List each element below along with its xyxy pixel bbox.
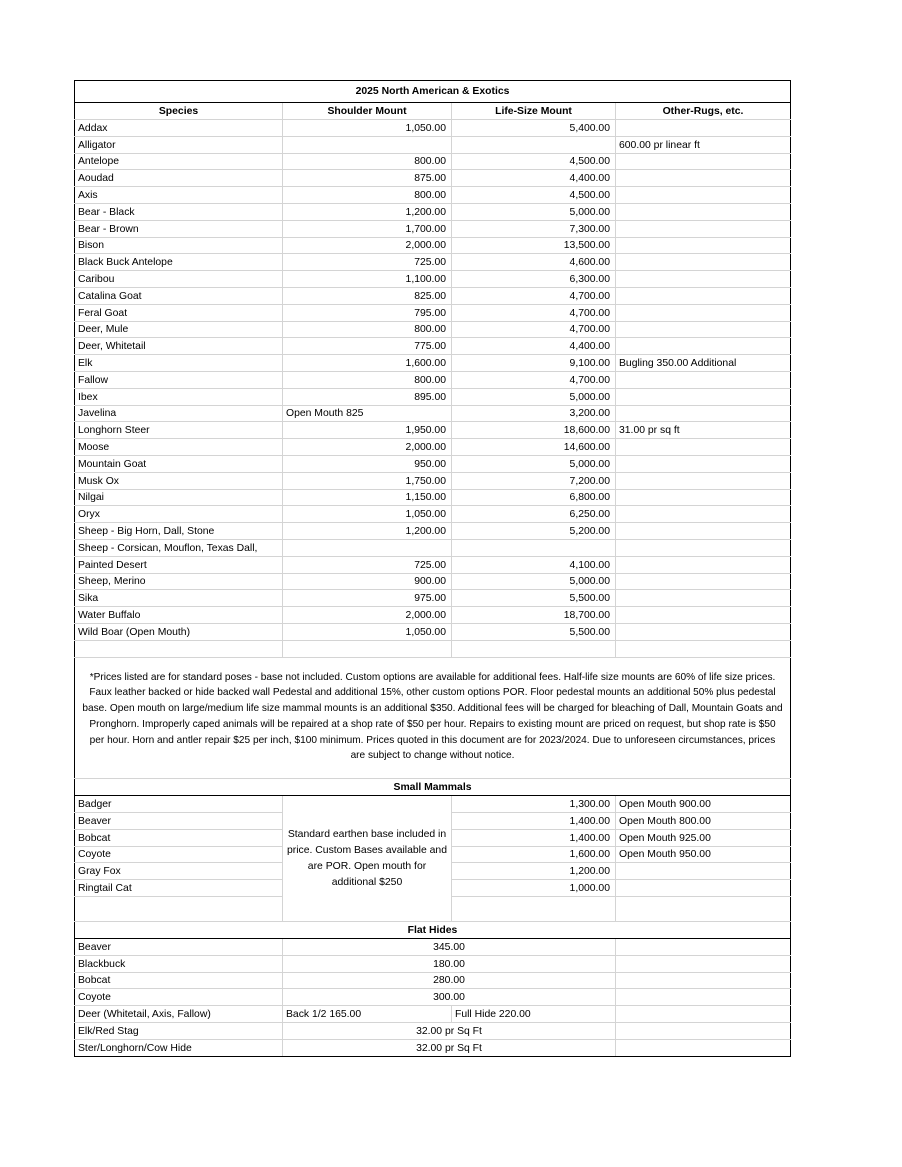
table-row: [75, 287, 791, 304]
other-cell: [616, 880, 791, 897]
species-cell: Axis: [75, 187, 283, 204]
species-cell: Catalina Goat: [75, 287, 283, 304]
species-cell: Wild Boar (Open Mouth): [75, 623, 283, 640]
species-cell: Deer, Mule: [75, 321, 283, 338]
table-row: [75, 955, 791, 972]
other-cell: [616, 1023, 791, 1040]
table-row: [75, 371, 791, 388]
species-cell: Sika: [75, 590, 283, 607]
life-size-mount-cell: 6,250.00: [452, 506, 616, 523]
table-row: [75, 506, 791, 523]
species-cell: Nilgai: [75, 489, 283, 506]
other-cell: [616, 338, 791, 355]
table-row: [75, 573, 791, 590]
life-size-mount-cell: 1,400.00: [452, 829, 616, 846]
species-cell: Bear - Brown: [75, 220, 283, 237]
species-cell: Water Buffalo: [75, 607, 283, 624]
species-cell: Beaver: [75, 939, 283, 956]
header-species: Species: [75, 103, 283, 120]
other-cell: [616, 153, 791, 170]
life-size-mount-cell: 4,500.00: [452, 187, 616, 204]
table-row: [75, 1006, 791, 1023]
species-cell: Musk Ox: [75, 472, 283, 489]
species-cell: Fallow: [75, 371, 283, 388]
species-cell: Deer (Whitetail, Axis, Fallow): [75, 1006, 283, 1023]
shoulder-mount-cell: 1,750.00: [283, 472, 452, 489]
life-size-mount-cell: 4,500.00: [452, 153, 616, 170]
species-cell: Moose: [75, 439, 283, 456]
shoulder-mount-cell: 1,050.00: [283, 120, 452, 137]
header-life-size-mount: Life-Size Mount: [452, 103, 616, 120]
shoulder-mount-cell: 775.00: [283, 338, 452, 355]
pricing-note-row: [75, 657, 791, 779]
other-cell: [616, 573, 791, 590]
other-cell: [616, 271, 791, 288]
shoulder-mount-cell: 2,000.00: [283, 237, 452, 254]
life-size-mount-cell: 4,100.00: [452, 556, 616, 573]
table-row: [75, 170, 791, 187]
life-size-mount-cell: 4,700.00: [452, 304, 616, 321]
shoulder-mount-cell: 1,100.00: [283, 271, 452, 288]
blank-cell: [283, 640, 452, 657]
life-size-mount-cell: 5,000.00: [452, 455, 616, 472]
table-row: [75, 304, 791, 321]
shoulder-mount-cell: 800.00: [283, 371, 452, 388]
shoulder-mount-cell: 1,600.00: [283, 355, 452, 372]
flat-hide-price-cell: 300.00: [283, 989, 616, 1006]
shoulder-mount-cell: 1,200.00: [283, 523, 452, 540]
shoulder-mount-cell: 975.00: [283, 590, 452, 607]
species-cell: Caribou: [75, 271, 283, 288]
species-cell: Addax: [75, 120, 283, 137]
species-cell: Aoudad: [75, 170, 283, 187]
table-row: [75, 439, 791, 456]
life-size-mount-cell: 5,200.00: [452, 523, 616, 540]
species-cell: Mountain Goat: [75, 455, 283, 472]
table-row: [75, 355, 791, 372]
other-cell: [616, 237, 791, 254]
life-size-mount-cell: 7,200.00: [452, 472, 616, 489]
column-header-row: [75, 103, 791, 120]
other-cell: [616, 1006, 791, 1023]
header-other: Other-Rugs, etc.: [616, 103, 791, 120]
table-row: [75, 388, 791, 405]
life-size-mount-cell: 4,600.00: [452, 254, 616, 271]
shoulder-mount-cell: [283, 539, 452, 556]
shoulder-mount-cell: 800.00: [283, 153, 452, 170]
table-row: [75, 422, 791, 439]
shoulder-mount-cell: 1,050.00: [283, 623, 452, 640]
other-cell: [616, 607, 791, 624]
species-cell: Feral Goat: [75, 304, 283, 321]
life-size-mount-cell: 18,700.00: [452, 607, 616, 624]
species-cell: Bison: [75, 237, 283, 254]
shoulder-mount-cell: [283, 136, 452, 153]
table-row: [75, 796, 791, 813]
shoulder-mount-cell: 795.00: [283, 304, 452, 321]
header-shoulder-mount: Shoulder Mount: [283, 103, 452, 120]
base-note-cell: Standard earthen base included in price. Custom Bases available and are POR. Open mouth for additional $250: [283, 796, 452, 922]
table-row: [75, 523, 791, 540]
life-size-mount-cell: 5,400.00: [452, 120, 616, 137]
species-cell: Javelina: [75, 405, 283, 422]
shoulder-mount-cell: 900.00: [283, 573, 452, 590]
pricing-note: *Prices listed are for standard poses - base not included. Custom options are available for additional fees. Half-life size mounts are 60% of life size prices. Faux leather backed or hide backed wall Pedestal and additional 15%, other custom options POR. Floor pedestal mounts an additional 50% plus pedestal base. Open mouth on large/medium life size mammal mounts is an additional $350. Additional fees will be charged for bleaching of Dall, Mountain Goats and Pronghorn. Improperly caped animals will be repaired at a shop rate of $50 per hour. Repairs to existing mount are priced on request, but shop rate is $50 per hour. Horn and antler repair $25 per inch, $100 minimum. Prices quoted in this document are for 2023/2024. Due to unforeseen circumstances, prices are subject to change without notice.: [75, 657, 791, 779]
other-cell: [616, 405, 791, 422]
species-cell: Black Buck Antelope: [75, 254, 283, 271]
table-row: [75, 237, 791, 254]
other-cell: [616, 220, 791, 237]
life-size-mount-cell: 4,700.00: [452, 287, 616, 304]
other-cell: [616, 254, 791, 271]
blank-cell: [616, 897, 791, 922]
shoulder-mount-cell: 1,950.00: [283, 422, 452, 439]
life-size-mount-cell: 6,300.00: [452, 271, 616, 288]
table-row: [75, 590, 791, 607]
life-size-mount-cell: 3,200.00: [452, 405, 616, 422]
other-cell: [616, 439, 791, 456]
table-row: [75, 405, 791, 422]
life-size-mount-cell: 1,000.00: [452, 880, 616, 897]
table-row: [75, 321, 791, 338]
species-cell: Ibex: [75, 388, 283, 405]
table-row: [75, 271, 791, 288]
table-row: [75, 607, 791, 624]
life-size-mount-cell: 4,400.00: [452, 338, 616, 355]
species-cell: Beaver: [75, 813, 283, 830]
species-cell: Elk/Red Stag: [75, 1023, 283, 1040]
table-row: [75, 338, 791, 355]
price-table: [74, 80, 791, 1057]
life-size-mount-cell: 5,000.00: [452, 388, 616, 405]
other-cell: [616, 863, 791, 880]
table-row: [75, 153, 791, 170]
other-cell: [616, 304, 791, 321]
species-cell: Deer, Whitetail: [75, 338, 283, 355]
life-size-mount-cell: 4,400.00: [452, 170, 616, 187]
life-size-mount-cell: [452, 539, 616, 556]
table-row: [75, 1039, 791, 1056]
species-cell: Sheep - Big Horn, Dall, Stone: [75, 523, 283, 540]
life-size-mount-cell: 5,000.00: [452, 573, 616, 590]
table-row: [75, 623, 791, 640]
species-cell: Blackbuck: [75, 955, 283, 972]
other-cell: [616, 472, 791, 489]
species-cell: Ster/Longhorn/Cow Hide: [75, 1039, 283, 1056]
table-row: [75, 556, 791, 573]
other-cell: [616, 203, 791, 220]
life-size-mount-cell: 6,800.00: [452, 489, 616, 506]
other-cell: Open Mouth 900.00: [616, 796, 791, 813]
species-cell: Gray Fox: [75, 863, 283, 880]
other-cell: 31.00 pr sq ft: [616, 422, 791, 439]
other-cell: [616, 939, 791, 956]
table-row: [75, 472, 791, 489]
species-cell: Coyote: [75, 989, 283, 1006]
species-cell: Badger: [75, 796, 283, 813]
other-cell: [616, 623, 791, 640]
life-size-mount-cell: 13,500.00: [452, 237, 616, 254]
other-cell: [616, 590, 791, 607]
other-cell: [616, 523, 791, 540]
table-row: [75, 120, 791, 137]
other-cell: Open Mouth 800.00: [616, 813, 791, 830]
shoulder-mount-cell: Open Mouth 825: [283, 405, 452, 422]
shoulder-mount-cell: 895.00: [283, 388, 452, 405]
shoulder-mount-cell: 875.00: [283, 170, 452, 187]
other-cell: [616, 539, 791, 556]
life-size-mount-cell: 9,100.00: [452, 355, 616, 372]
life-size-mount-cell: 1,600.00: [452, 846, 616, 863]
blank-cell: [616, 640, 791, 657]
species-cell: Sheep - Corsican, Mouflon, Texas Dall,: [75, 539, 283, 556]
life-size-mount-cell: 5,500.00: [452, 623, 616, 640]
table-row: [75, 220, 791, 237]
flat-hides-title-row: [75, 922, 791, 939]
other-cell: [616, 287, 791, 304]
table-row: [75, 136, 791, 153]
species-cell: Bobcat: [75, 972, 283, 989]
flat-hide-price-cell: 345.00: [283, 939, 616, 956]
small-mammals-title-row: [75, 779, 791, 796]
other-cell: [616, 955, 791, 972]
blank-cell: [75, 640, 283, 657]
other-cell: [616, 120, 791, 137]
other-cell: Open Mouth 925.00: [616, 829, 791, 846]
life-size-mount-cell: 4,700.00: [452, 371, 616, 388]
table-row: [75, 539, 791, 556]
other-cell: [616, 489, 791, 506]
shoulder-mount-cell: 1,050.00: [283, 506, 452, 523]
life-size-mount-cell: [452, 136, 616, 153]
shoulder-mount-cell: 1,150.00: [283, 489, 452, 506]
other-cell: 600.00 pr linear ft: [616, 136, 791, 153]
shoulder-mount-cell: 950.00: [283, 455, 452, 472]
other-cell: [616, 388, 791, 405]
other-cell: [616, 455, 791, 472]
species-cell: Sheep, Merino: [75, 573, 283, 590]
full-hide-price-cell: Full Hide 220.00: [452, 1006, 616, 1023]
flat-hide-price-cell: 32.00 pr Sq Ft: [283, 1039, 616, 1056]
price-sheet: [74, 80, 790, 1057]
table-row: [75, 972, 791, 989]
life-size-mount-cell: 5,500.00: [452, 590, 616, 607]
blank-row: [75, 640, 791, 657]
other-cell: [616, 371, 791, 388]
table-row: [75, 455, 791, 472]
shoulder-mount-cell: 800.00: [283, 187, 452, 204]
shoulder-mount-cell: 1,200.00: [283, 203, 452, 220]
species-cell: Coyote: [75, 846, 283, 863]
flat-hides-title: Flat Hides: [75, 922, 791, 939]
blank-cell: [452, 897, 616, 922]
blank-cell: [452, 640, 616, 657]
life-size-mount-cell: 5,000.00: [452, 203, 616, 220]
other-cell: [616, 989, 791, 1006]
other-cell: [616, 972, 791, 989]
species-cell: Oryx: [75, 506, 283, 523]
species-cell: Painted Desert: [75, 556, 283, 573]
life-size-mount-cell: 1,400.00: [452, 813, 616, 830]
table-row: [75, 939, 791, 956]
back-half-price-cell: Back 1/2 165.00: [283, 1006, 452, 1023]
shoulder-mount-cell: 1,700.00: [283, 220, 452, 237]
species-cell: Elk: [75, 355, 283, 372]
other-cell: [616, 170, 791, 187]
shoulder-mount-cell: 2,000.00: [283, 439, 452, 456]
shoulder-mount-cell: 725.00: [283, 556, 452, 573]
table-row: [75, 1023, 791, 1040]
flat-hide-price-cell: 180.00: [283, 955, 616, 972]
life-size-mount-cell: 14,600.00: [452, 439, 616, 456]
life-size-mount-cell: 1,200.00: [452, 863, 616, 880]
species-cell: Antelope: [75, 153, 283, 170]
shoulder-mount-cell: 800.00: [283, 321, 452, 338]
other-cell: [616, 1039, 791, 1056]
shoulder-mount-cell: 725.00: [283, 254, 452, 271]
life-size-mount-cell: 7,300.00: [452, 220, 616, 237]
other-cell: Open Mouth 950.00: [616, 846, 791, 863]
sheet-title-row: [75, 81, 791, 103]
species-cell: Longhorn Steer: [75, 422, 283, 439]
small-mammals-title: Small Mammals: [75, 779, 791, 796]
species-cell: Bobcat: [75, 829, 283, 846]
species-cell: Ringtail Cat: [75, 880, 283, 897]
shoulder-mount-cell: 825.00: [283, 287, 452, 304]
table-row: [75, 989, 791, 1006]
table-row: [75, 187, 791, 204]
other-cell: [616, 187, 791, 204]
sheet-title: 2025 North American & Exotics: [75, 81, 791, 103]
life-size-mount-cell: 1,300.00: [452, 796, 616, 813]
other-cell: [616, 556, 791, 573]
life-size-mount-cell: 18,600.00: [452, 422, 616, 439]
table-row: [75, 203, 791, 220]
table-row: [75, 489, 791, 506]
flat-hide-price-cell: 32.00 pr Sq Ft: [283, 1023, 616, 1040]
flat-hide-price-cell: 280.00: [283, 972, 616, 989]
table-row: [75, 254, 791, 271]
other-cell: [616, 506, 791, 523]
species-cell: Alligator: [75, 136, 283, 153]
species-cell: Bear - Black: [75, 203, 283, 220]
other-cell: [616, 321, 791, 338]
other-cell: Bugling 350.00 Additional: [616, 355, 791, 372]
life-size-mount-cell: 4,700.00: [452, 321, 616, 338]
shoulder-mount-cell: 2,000.00: [283, 607, 452, 624]
blank-cell: [75, 897, 283, 922]
